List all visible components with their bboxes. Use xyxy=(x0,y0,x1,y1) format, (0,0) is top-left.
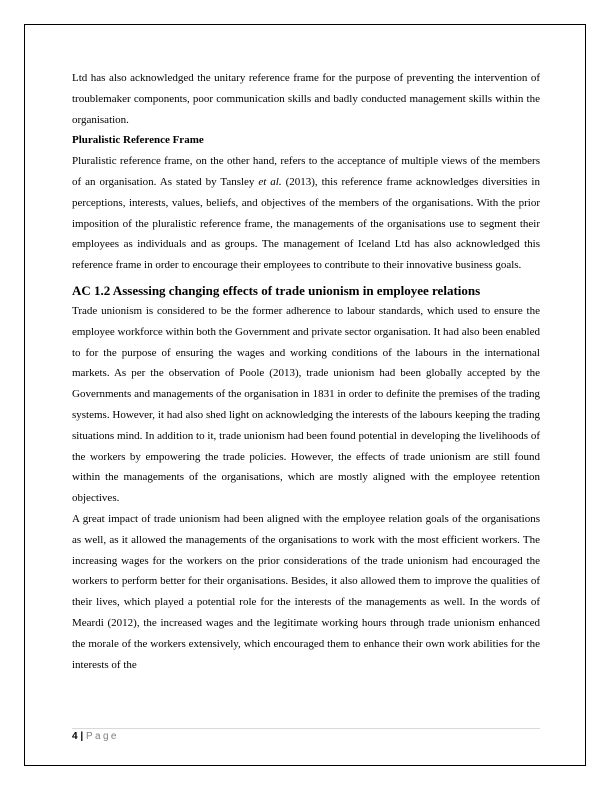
section-heading-ac-1-2: AC 1.2 Assessing changing effects of trade unionism in employee relations xyxy=(72,282,481,298)
paragraph-unitary-conclusion: Ltd has also acknowledged the unitary reference frame for the purpose of preventing the intervention of troublemaker components, poor communication skills and badly conducted management skills within the organisation. xyxy=(72,72,540,126)
page-footer xyxy=(72,728,540,743)
page-number: 4 xyxy=(72,731,78,742)
page-label: Page xyxy=(85,731,119,742)
paragraph-trade-unionism: Trade unionism is considered to be the former adherence to labour standards, which used to ensure the employee workforce within both the Government and private sector organisation. It had also been enabled to for the purpose of ensuring the wages and working conditions of the labours in the international markets. As per the observation of Poole (2013), trade unionism had been globally accepted by the Governments and managements of the organisation in 1831 in order to definite the premises of the trading systems. However, it had also shed light on acknowledging the interests of the labours keeping the trading situations mind. In addition to it, trade unionism had been found potential in developing the livelihoods of the workers by empowering the trade policies. However, the effects of trade unionism are still found within the managements of the organisations, which are mostly aligned with the employee retention objectives. xyxy=(72,304,540,505)
footer-separator: | xyxy=(80,731,84,742)
document-body xyxy=(72,68,540,675)
subheading-pluralistic: Pluralistic Reference Frame xyxy=(72,134,204,147)
paragraph-trade-unionism-impact: A great impact of trade unionism had been aligned with the employee relation goals of the organisations as well, as it allowed the managements of the organisations to work with the most efficient workers. The increasing wages for the workers on the prior considerations of the trade unionism had encouraged the workers to perform better for their organisations. Besides, it also allowed them to improve the qualities of their lives, which played a potential role for the interests of the managements as well. In the words of Meardi (2012), the increased wages and the legitimate working hours through trade unionism enhanced the morale of the workers extensively, which encouraged them to enhance their own work abilities for the interests of the xyxy=(72,512,540,671)
paragraph-pluralistic xyxy=(72,151,540,276)
citation-et-al: et al. xyxy=(258,175,282,188)
paragraph-pluralistic-text-a: Pluralistic reference frame, on the other hand, refers to the acceptance of multiple views of the members of an organisation. As stated by Tansley xyxy=(72,155,540,188)
paragraph-pluralistic-text-b: (2013), this reference frame acknowledges diversities in perceptions, interests, values, beliefs, and objectives of the members of the organisations. With the prior imposition of the pluralistic reference frame, the managements of the organisations use to segment their employees as individuals and as groups. The management of Iceland Ltd has also acknowledged this reference frame in order to encourage their employees to contribute to their innovative business goals. xyxy=(72,175,540,272)
